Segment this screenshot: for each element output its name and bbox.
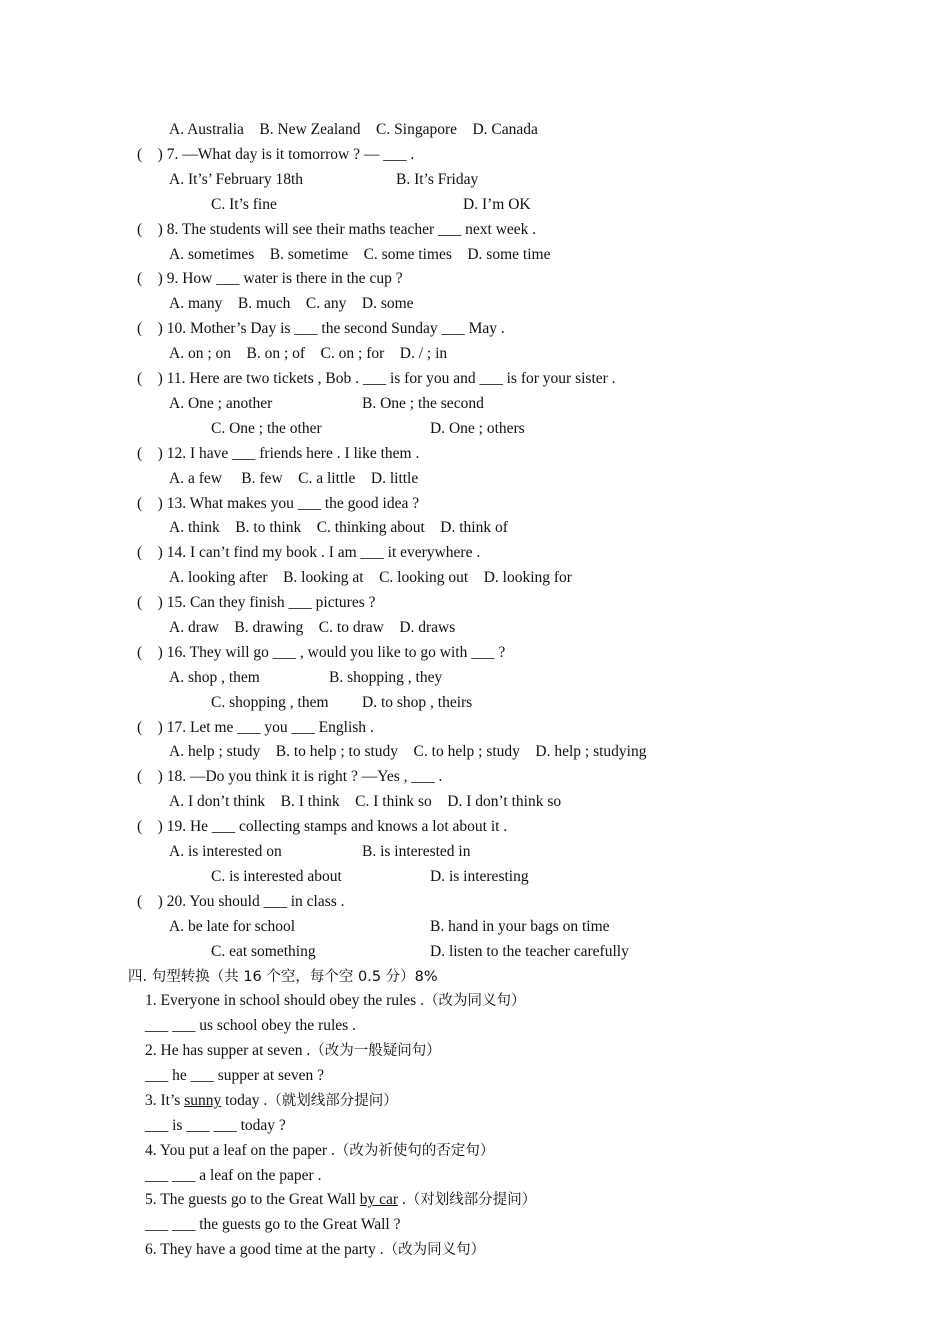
- s4-q4: 4. You put a leaf on the paper .（改为祈使句的否定句）: [145, 1142, 495, 1159]
- q20-option-d: D. listen to the teacher carefully: [430, 943, 629, 960]
- q10-question: ( ) 10. Mother’s Day is ___ the second Sunday ___ May .: [137, 320, 505, 337]
- q20-option-a: A. be late for school: [169, 918, 296, 935]
- q19-option-b: B. is interested in: [362, 843, 471, 860]
- s4-q2: 2. He has supper at seven .（改为一般疑问句）: [145, 1042, 441, 1059]
- q14-question: ( ) 14. I can’t find my book . I am ___ it everywhere .: [137, 544, 481, 561]
- s4-q3-answer: ___ is ___ ___ today ?: [145, 1117, 286, 1134]
- q18-options: A. I don’t think B. I think C. I think so D. I don’t think so: [169, 793, 562, 810]
- q8-question: ( ) 8. The students will see their maths teacher ___ next week .: [137, 221, 537, 238]
- q6-options: A. Australia B. New Zealand C. Singapore D. Canada: [169, 121, 538, 138]
- s4-q5: 5. The guests go to the Great Wall by car .（对划线部分提问）: [145, 1191, 537, 1208]
- q7-option-b: B. It’s Friday: [396, 171, 479, 188]
- q7-question: ( ) 7. —What day is it tomorrow ? — ___ .: [137, 146, 415, 163]
- q14-options: A. looking after B. looking at C. looking out D. looking for: [169, 569, 572, 586]
- q11-option-a: A. One ; another: [169, 395, 273, 412]
- q17-question: ( ) 17. Let me ___ you ___ English .: [137, 719, 374, 736]
- q11-question: ( ) 11. Here are two tickets , Bob . ___ is for you and ___ is for your sister .: [137, 370, 616, 387]
- q19-option-a: A. is interested on: [169, 843, 282, 860]
- q13-options: A. think B. to think C. thinking about D. think of: [169, 519, 508, 536]
- q20-option-c: C. eat something: [211, 943, 316, 960]
- q19-question: ( ) 19. He ___ collecting stamps and knows a lot about it .: [137, 818, 508, 835]
- s4-q1: 1. Everyone in school should obey the rules .（改为同义句）: [145, 992, 526, 1009]
- q12-question: ( ) 12. I have ___ friends here . I like them .: [137, 445, 420, 462]
- q8-options: A. sometimes B. sometime C. some times D. some time: [169, 246, 551, 263]
- q20-question: ( ) 20. You should ___ in class .: [137, 893, 345, 910]
- q12-options: A. a few B. few C. a little D. little: [169, 470, 419, 487]
- q13-question: ( ) 13. What makes you ___ the good idea ?: [137, 495, 420, 512]
- section-4-heading: 四. 句型转换（共 16 个空，每个空 0.5 分）8%: [128, 969, 438, 985]
- q10-options: A. on ; on B. on ; of C. on ; for D. / ; in: [169, 345, 448, 362]
- q16-option-a: A. shop , them: [169, 669, 260, 686]
- q19-option-c: C. is interested about: [211, 868, 342, 885]
- s4-q1-answer: ___ ___ us school obey the rules .: [145, 1017, 356, 1034]
- q9-question: ( ) 9. How ___ water is there in the cup ?: [137, 270, 403, 287]
- q9-options: A. many B. much C. any D. some: [169, 295, 414, 312]
- q11-option-d: D. One ; others: [430, 420, 525, 437]
- s4-q4-answer: ___ ___ a leaf on the paper .: [145, 1167, 322, 1184]
- q7-option-c: C. It’s fine: [211, 196, 277, 213]
- q18-question: ( ) 18. —Do you think it is right ? —Yes , ___ .: [137, 768, 443, 785]
- q16-option-b: B. shopping , they: [329, 669, 443, 686]
- q7-option-a: A. It’s’ February 18th: [169, 171, 304, 188]
- s4-q3: 3. It’s sunny today .（就划线部分提问）: [145, 1092, 398, 1109]
- q17-options: A. help ; study B. to help ; to study C. to help ; study D. help ; studying: [169, 743, 647, 760]
- s4-q5-answer: ___ ___ the guests go to the Great Wall ?: [145, 1216, 401, 1233]
- q16-option-d: D. to shop , theirs: [362, 694, 473, 711]
- q15-options: A. draw B. drawing C. to draw D. draws: [169, 619, 456, 636]
- q19-option-d: D. is interesting: [430, 868, 529, 885]
- q11-option-c: C. One ; the other: [211, 420, 322, 437]
- q20-option-b: B. hand in your bags on time: [430, 918, 610, 935]
- s4-q6: 6. They have a good time at the party .（改为同义句）: [145, 1241, 486, 1258]
- q11-option-b: B. One ; the second: [362, 395, 484, 412]
- s4-q2-answer: ___ he ___ supper at seven ?: [145, 1067, 325, 1084]
- q15-question: ( ) 15. Can they finish ___ pictures ?: [137, 594, 376, 611]
- q7-option-d: D. I’m OK: [463, 196, 531, 213]
- q16-question: ( ) 16. They will go ___ , would you like to go with ___ ?: [137, 644, 506, 661]
- q16-option-c: C. shopping , them: [211, 694, 329, 711]
